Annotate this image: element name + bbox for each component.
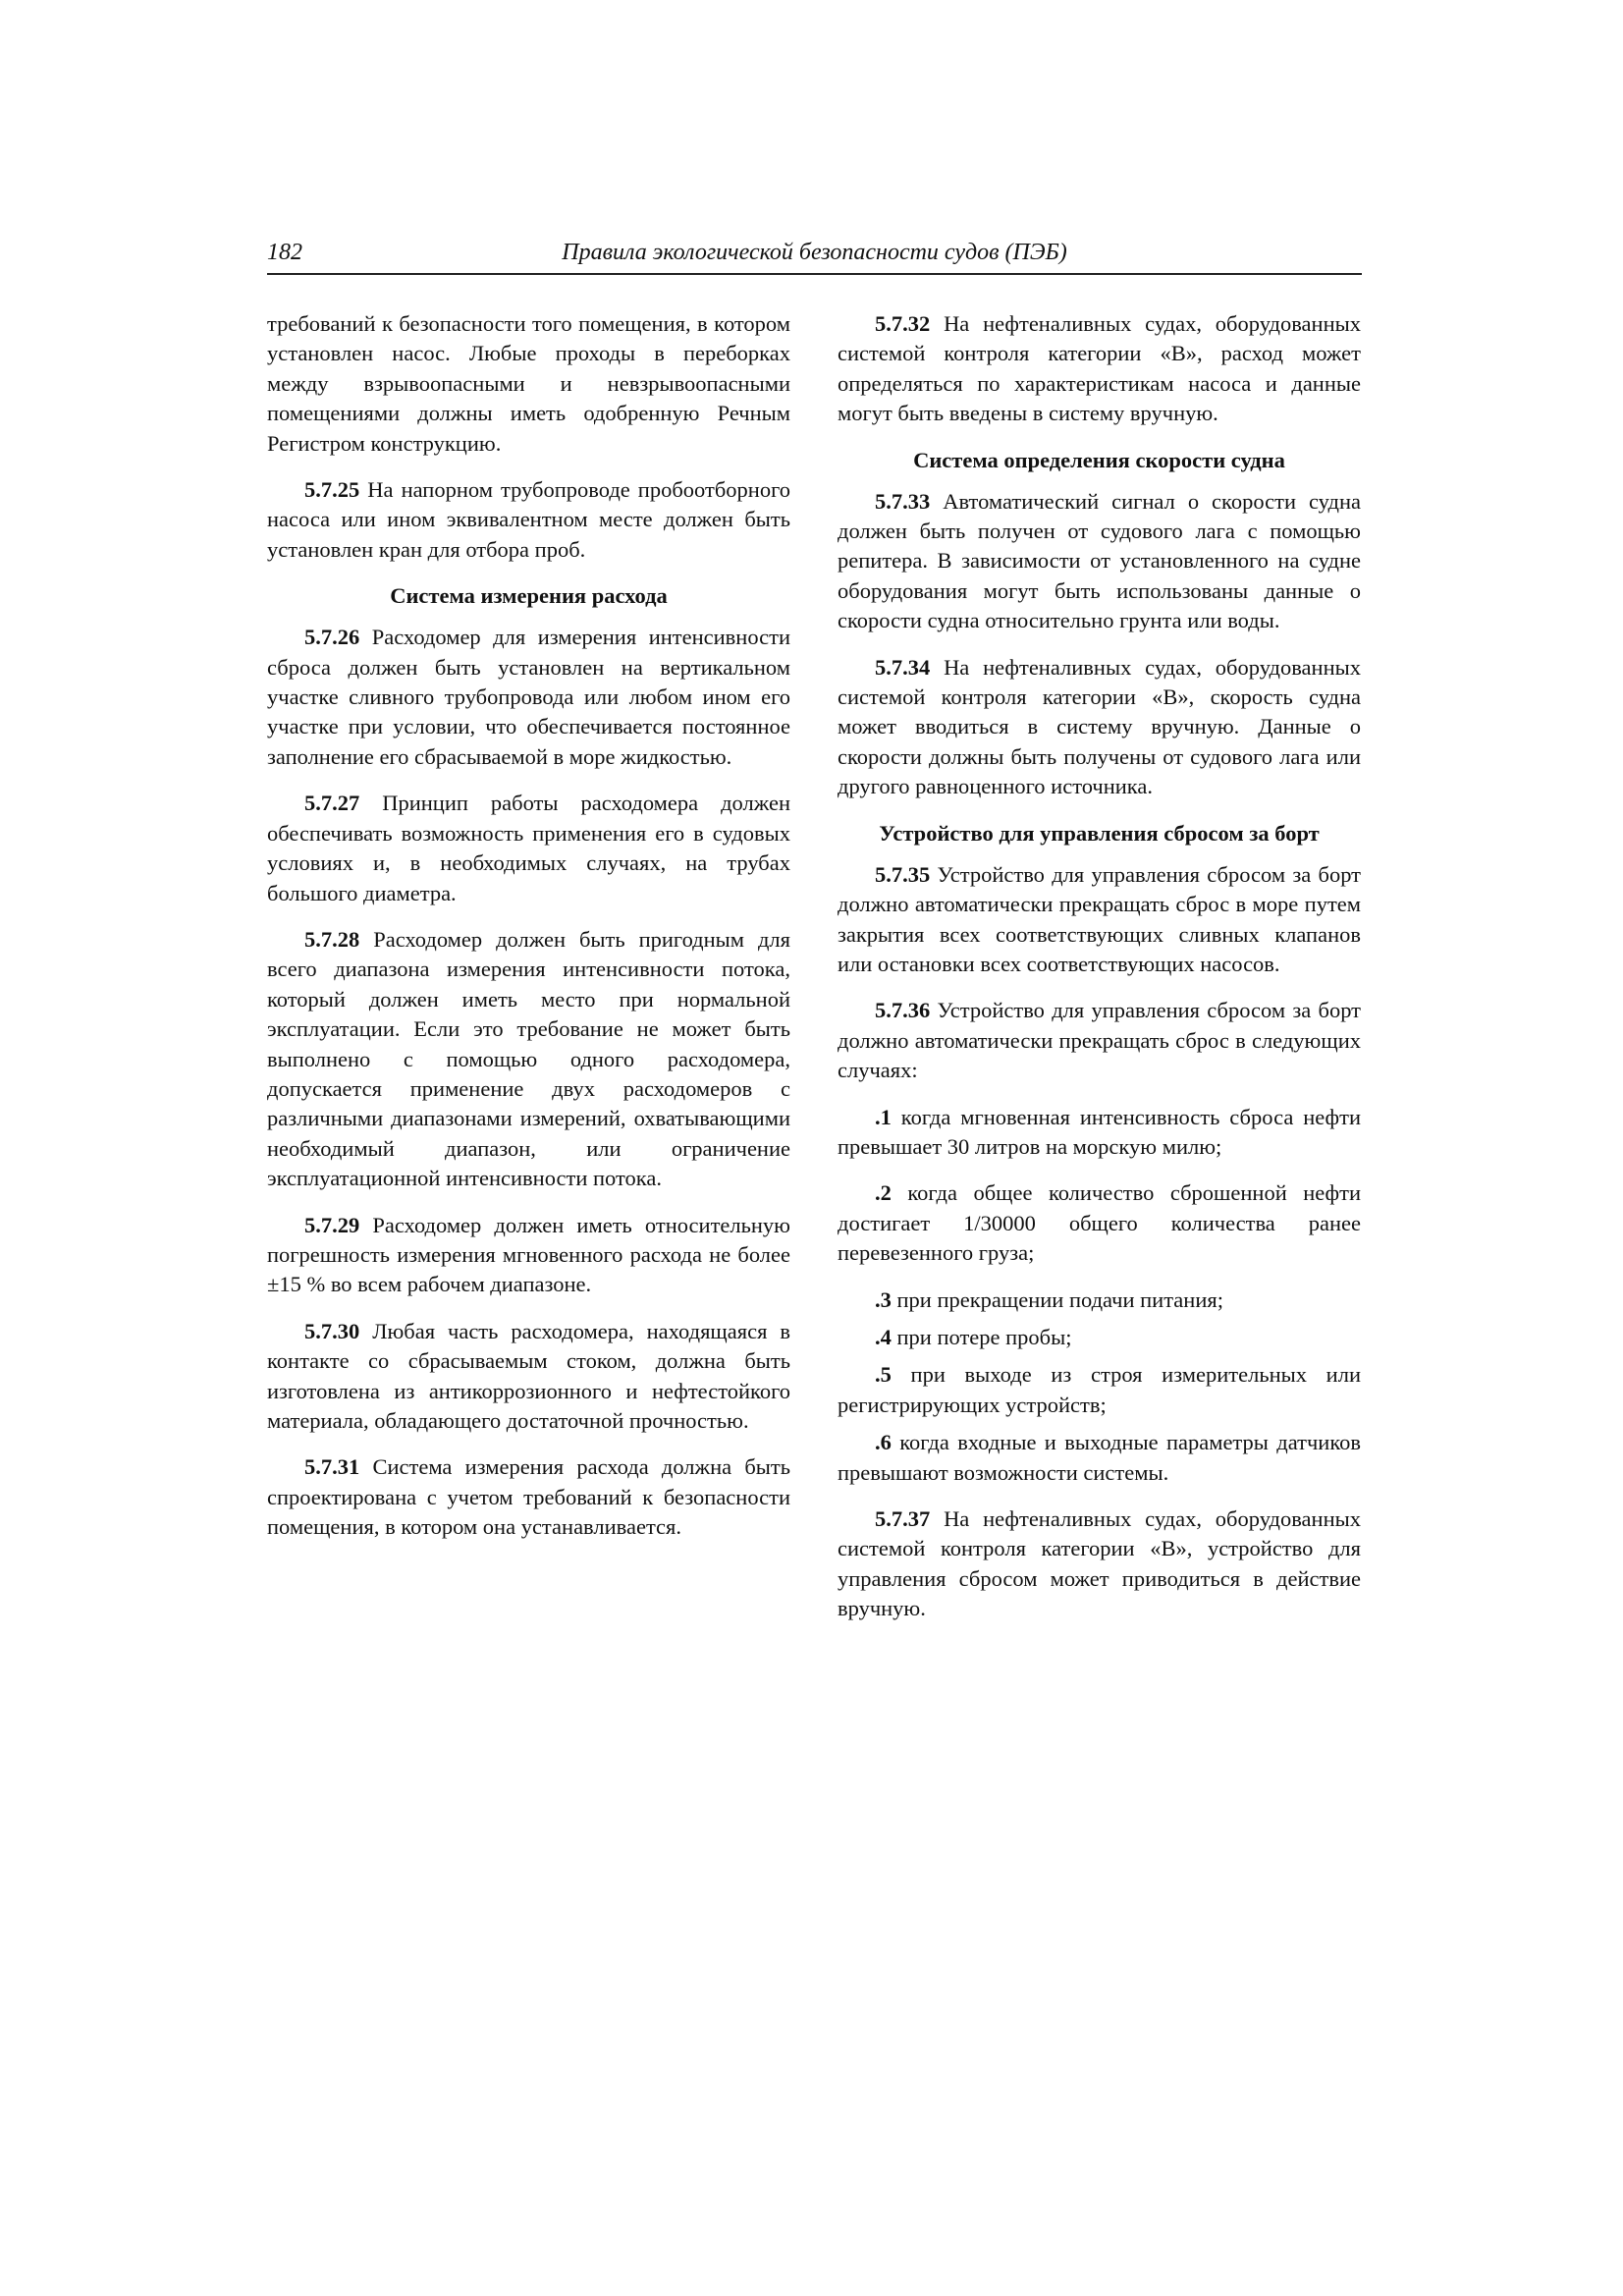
list-item: [838, 1103, 1361, 1163]
clause-number: 5.7.36: [875, 998, 931, 1023]
item-number: .4: [875, 1324, 892, 1349]
clause-number: 5.7.31: [304, 1454, 360, 1480]
item-number: .5: [875, 1362, 892, 1388]
item-text: при выходе из строя измерительных или регистрирующих устройств;: [838, 1362, 1361, 1417]
paragraph-5-7-26: [267, 623, 790, 772]
item-number: .3: [875, 1286, 892, 1312]
clause-number: 5.7.30: [304, 1318, 360, 1343]
clause-number: 5.7.29: [304, 1212, 360, 1237]
right-column: [838, 309, 1361, 1641]
list-item: [838, 1428, 1361, 1488]
paragraph-5-7-34: [838, 653, 1361, 802]
clause-number: 5.7.37: [875, 1506, 931, 1531]
clause-text: Принцип работы расходомера должен обеспечивать возможность применения его в судовых условиях и, в необходимых случаях, на трубах большого диаметра.: [267, 791, 790, 905]
clause-text: На нефтеналивных судах, оборудованных системой контроля категории «В», скорость судна может вводиться в систему вручную. Данные о скорости должны быть получены от судового лага или другого равноценного источника.: [838, 654, 1361, 799]
clause-text: Любая часть расходомера, находящаяся в контакте со сбрасываемым стоком, должна быть изготовлена из антикоррозионного и нефтестойкого материала, обладающего достаточной прочностью.: [267, 1318, 790, 1433]
paragraph-5-7-37: [838, 1504, 1361, 1624]
clause-text: На нефтеналивных судах, оборудованных системой контроля категории «В», устройство для управления сбросом может приводиться в действие вручную.: [838, 1506, 1361, 1621]
clause-text: Расходомер должен быть пригодным для всего диапазона измерения интенсивности потока, который должен иметь место при нормальной эксплуатации. Если это требование не может быть выполнено с помощью одного расходомера, допускается применение двух расходомеров с различными диапазонами измерений, охватывающими необходимый диапазон, или ограничение эксплуатационной интенсивности потока.: [267, 926, 790, 1191]
item-text: когда входные и выходные параметры датчиков превышают возможности системы.: [838, 1430, 1361, 1485]
page-number: 182: [267, 240, 302, 265]
page-header: [267, 236, 1362, 275]
item-text: при прекращении подачи питания;: [891, 1286, 1223, 1312]
item-number: .2: [875, 1180, 892, 1206]
clause-text: Устройство для управления сбросом за борт должно автоматически прекращать сброс в море путем закрытия всех соответствующих сливных клапанов или остановки всех соответствующих насосов.: [838, 861, 1361, 976]
item-number: .6: [875, 1430, 892, 1455]
clause-number: 5.7.28: [304, 926, 360, 952]
left-column: [267, 309, 790, 1559]
list-item: [838, 1178, 1361, 1268]
section-heading: Система определения скорости судна: [913, 447, 1285, 472]
list-item: [838, 1285, 1361, 1315]
list-item: [838, 1323, 1361, 1352]
paragraph-5-7-27: [267, 789, 790, 908]
section-heading: Устройство для управления сбросом за борт: [879, 820, 1320, 846]
section-heading: Система измерения расхода: [390, 583, 668, 609]
item-number: .1: [875, 1104, 892, 1129]
clause-text: На нефтеналивных судах, оборудованных системой контроля категории «В», расход может определяться по характеристикам насоса и данные могут быть введены в систему вручную.: [838, 311, 1361, 426]
clause-number: 5.7.33: [875, 488, 931, 514]
clause-number: 5.7.25: [304, 477, 360, 503]
paragraph-5-7-31: [267, 1452, 790, 1542]
paragraph-5-7-35: [838, 860, 1361, 980]
clause-text: Расходомер для измерения интенсивности сброса должен быть установлен на вертикальном участке сливного трубопровода или любом ином его участке при условии, что обеспечивается постоянное заполнение его сбрасываемой в море жидкостью.: [267, 625, 790, 769]
paragraph-5-7-36: [838, 996, 1361, 1085]
paragraph-5-7-28: [267, 925, 790, 1194]
paragraph-5-7-33: [838, 487, 1361, 636]
paragraph-5-7-29: [267, 1211, 790, 1300]
item-text: когда общее количество сброшенной нефти достигает 1/30000 общего количества ранее перевезенного груза;: [838, 1180, 1361, 1266]
paragraph-5-7-30: [267, 1317, 790, 1437]
clause-text: Система измерения расхода должна быть спроектирована с учетом требований к безопасности помещения, в котором она устанавливается.: [267, 1454, 790, 1540]
clause-number: 5.7.26: [304, 625, 360, 650]
clause-text: Устройство для управления сбросом за борт должно автоматически прекращать сброс в следующих случаях:: [838, 998, 1361, 1083]
running-title: Правила экологической безопасности судов (ПЭБ): [562, 240, 1067, 265]
item-text: когда мгновенная интенсивность сброса нефти превышает 30 литров на морскую милю;: [838, 1104, 1361, 1159]
clause-number: 5.7.27: [304, 791, 360, 816]
clause-number: 5.7.32: [875, 311, 931, 336]
clause-number: 5.7.34: [875, 654, 931, 680]
clause-text: Расходомер должен иметь относительную погрешность измерения мгновенного расхода не более ±15 % во всем рабочем диапазоне.: [267, 1212, 790, 1297]
clause-text: На напорном трубопроводе пробоотборного насоса или ином эквивалентном месте должен быть установлен кран для отбора проб.: [267, 477, 790, 562]
item-text: при потере пробы;: [891, 1324, 1072, 1349]
list-item: [838, 1360, 1361, 1420]
paragraph: требований к безопасности того помещения, в котором установлен насос. Любые проходы в переборках между взрывоопасными и невзрывоопасными помещениями должны иметь одобренную Речным Регистром конструкцию.: [267, 311, 790, 456]
paragraph-5-7-25: [267, 475, 790, 565]
paragraph-5-7-32: [838, 309, 1361, 429]
clause-number: 5.7.35: [875, 861, 931, 887]
clause-text: Автоматический сигнал о скорости судна должен быть получен от судового лага с помощью репитера. В зависимости от установленного на судне оборудования могут быть использованы данные о скорости судна относительно грунта или воды.: [838, 488, 1361, 633]
